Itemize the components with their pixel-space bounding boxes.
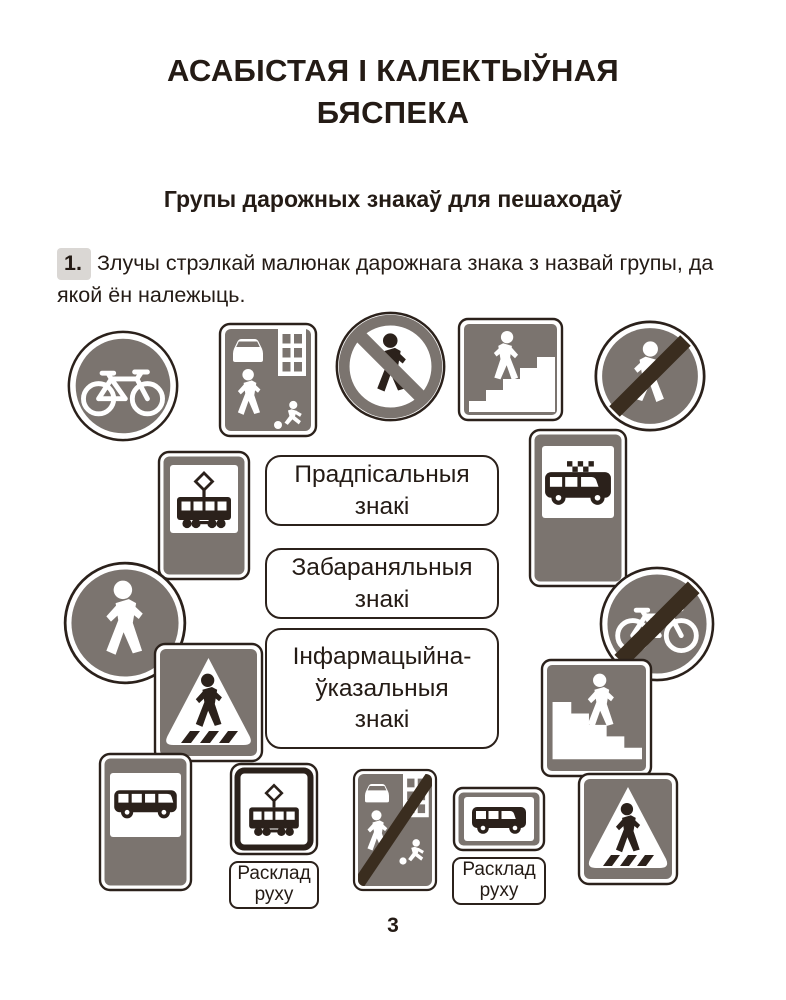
pedestrian-crossing-sign-1 [153, 642, 264, 763]
building-icon [278, 329, 306, 376]
zebra-stripes [603, 855, 654, 866]
end-of-pedestrian-path-sign [593, 319, 707, 433]
task-text: Злучы стрэлкай малюнак дарожнага знака з назвай групы, да якой ён належыць. [57, 250, 714, 307]
end-of-residential-zone-sign [352, 768, 438, 892]
group-label-line: знакі [354, 585, 410, 613]
group-label-line: Інфармацыйна- [292, 642, 472, 670]
pedestrian-crossing-sign-2 [577, 772, 679, 886]
no-pedestrians-sign [334, 310, 447, 423]
bus-stop-schedule-sign [452, 786, 546, 905]
residential-zone-sign [218, 322, 318, 438]
tram-stop-framed-sign [229, 762, 319, 856]
bus-small-sign [452, 786, 546, 852]
group-box-prohibiting [265, 548, 499, 619]
group-label-line: Прадпісальныя [294, 460, 470, 488]
section-subtitle: Групы дарожных знакаў для пешаходаў [163, 186, 623, 212]
group-box-informational [265, 628, 499, 749]
taxi-stop-sign [528, 428, 628, 588]
schedule-plate-1 [229, 861, 319, 909]
task-number-badge: 1. [57, 248, 91, 280]
schedule-plate-2 [452, 857, 546, 905]
group-label-line: ўказальныя [315, 674, 449, 702]
car-icon [233, 339, 263, 362]
group-box-prescriptive [265, 455, 499, 526]
overpass-crossing-sign [457, 317, 564, 422]
page-title-line1: АСАБІСТАЯ І КАЛЕКТЫЎНАЯ [167, 53, 619, 88]
page-number: 3 [387, 914, 399, 937]
group-label-line: знакі [354, 706, 410, 734]
bicycle-path-sign [66, 329, 180, 443]
ball-icon [399, 857, 406, 864]
group-label-line: знакі [354, 492, 410, 520]
plate-line: Расклад [237, 863, 311, 885]
tram-stop-schedule-sign [229, 762, 319, 909]
group-label-line: Забараняльныя [291, 553, 473, 581]
page-title-line2: БЯСПЕКА [316, 94, 470, 130]
plate-line: руху [479, 880, 519, 901]
bus-stop-sign [98, 752, 193, 892]
underground-crossing-sign [540, 658, 653, 778]
car-icon [365, 784, 389, 802]
plate-line: руху [254, 884, 294, 905]
plate-line: Расклад [462, 859, 536, 881]
zebra-stripes [181, 731, 238, 743]
ball-icon [274, 421, 282, 429]
